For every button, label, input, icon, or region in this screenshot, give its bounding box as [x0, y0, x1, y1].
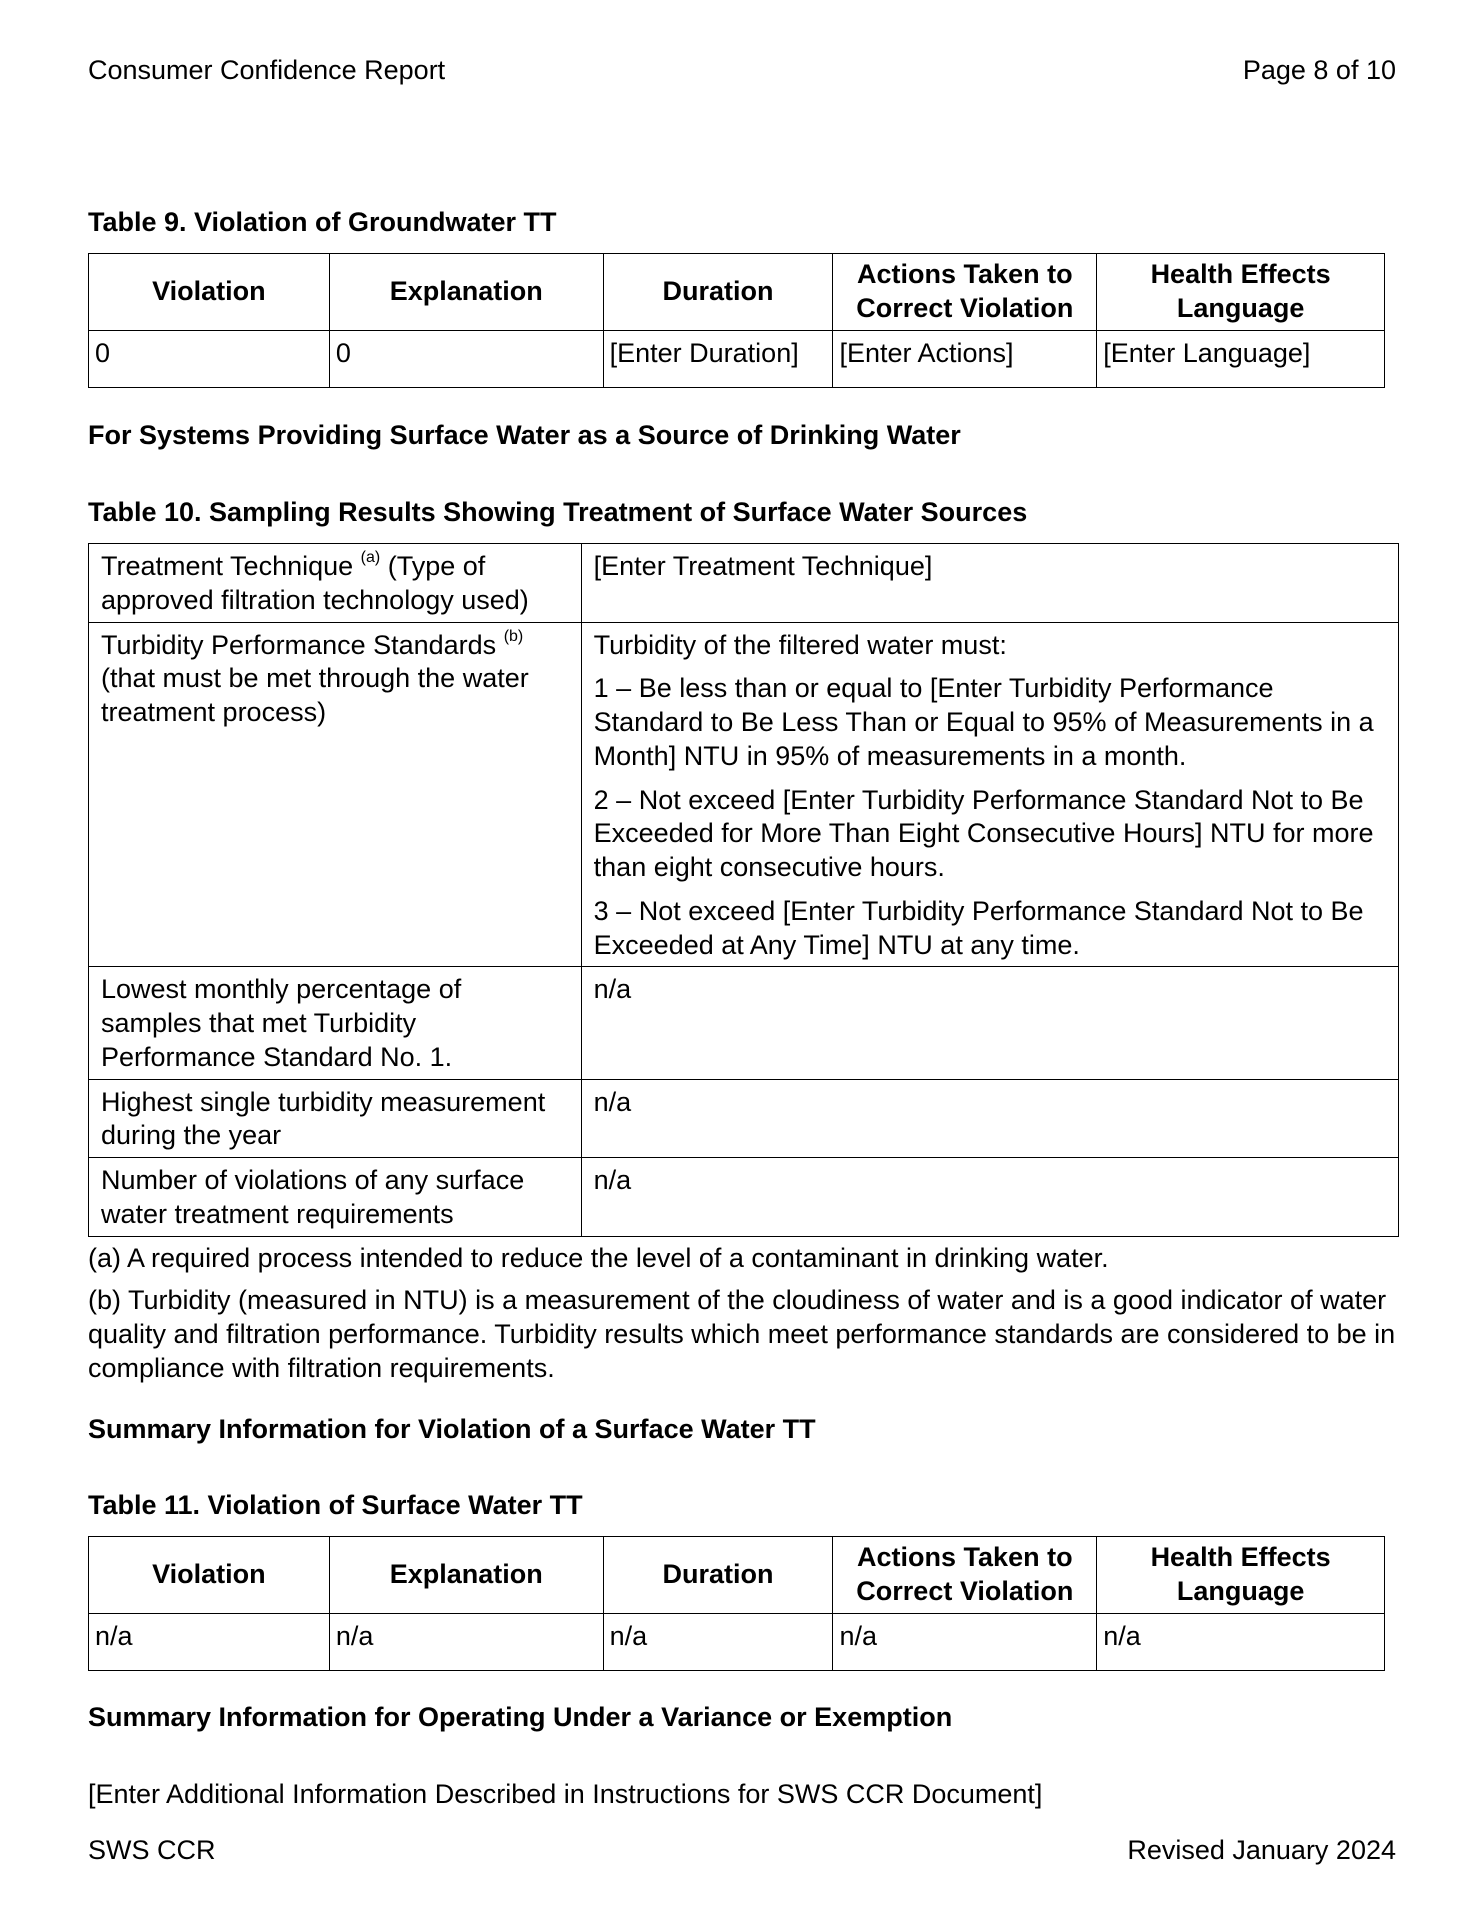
table11-header-violation: Violation	[89, 1537, 330, 1614]
turbidity-standard-3: 3 – Not exceed [Enter Turbidity Performance Standard Not to Be Exceeded at Any Time] NTU at any time.	[593, 895, 1364, 960]
table9-cell-explanation: 0	[329, 331, 603, 388]
table11-cell-duration: n/a	[603, 1614, 833, 1671]
footnote-b: (b) Turbidity (measured in NTU) is a measurement of the cloudiness of water and is a good indicator of water quality and filtration performance. Turbidity results which meet performance standards are considered to be in compliance with filtration requirements.	[88, 1285, 1396, 1383]
table10-value-lowest-monthly: n/a	[581, 967, 1398, 1079]
table11-header-explanation: Explanation	[329, 1537, 603, 1614]
table10-label-highest-turbidity: Highest single turbidity measurement during the year	[89, 1079, 582, 1158]
table11-cell-health-effects: n/a	[1097, 1614, 1385, 1671]
table-row	[89, 622, 1399, 967]
table11-cell-explanation: n/a	[329, 1614, 603, 1671]
surface-tt-summary-heading: Summary Information for Violation of a Surface Water TT	[88, 1414, 816, 1444]
table9-cell-actions: [Enter Actions]	[833, 331, 1097, 388]
table9-header-duration: Duration	[603, 254, 833, 331]
table10-caption: Table 10. Sampling Results Showing Treatment of Surface Water Sources	[88, 497, 1028, 527]
table10-label-violations-count: Number of violations of any surface water treatment requirements	[89, 1158, 582, 1237]
table9-cell-duration: [Enter Duration]	[603, 331, 833, 388]
table10-label-turbidity-standards: Turbidity Performance Standards $^{(b)}$ (that must be met through the water treatment process)	[89, 622, 582, 967]
table-row	[89, 1614, 1385, 1671]
turbidity-standard-1: 1 – Be less than or equal to [Enter Turbidity Performance Standard to Be Less Than or Equal to 95% of Measurements in a Month] NTU in 95% of measurements in a month.	[593, 673, 1374, 771]
table11-header-actions: Actions Taken to Correct Violation	[833, 1537, 1097, 1614]
additional-info-placeholder: [Enter Additional Information Described in Instructions for SWS CCR Document]	[88, 1779, 1043, 1809]
turbidity-intro: Turbidity of the filtered water must:	[593, 629, 1007, 660]
variance-heading: Summary Information for Operating Under a Variance or Exemption	[88, 1702, 953, 1732]
table-row	[89, 544, 1399, 623]
table10-label-treatment-technique: Treatment Technique $^{(a)}$ (Type of approved filtration technology used)	[89, 544, 582, 623]
table10-value-treatment-technique: [Enter Treatment Technique]	[581, 544, 1398, 623]
header-title: Consumer Confidence Report	[88, 55, 446, 85]
table9-header-health-effects: Health Effects Language	[1097, 254, 1385, 331]
footnote-a: (a) A required process intended to reduce the level of a contaminant in drinking water.	[88, 1243, 1109, 1273]
table-row	[89, 331, 1385, 388]
surface-water-heading: For Systems Providing Surface Water as a Source of Drinking Water	[88, 420, 961, 450]
table9-cell-health-effects: [Enter Language]	[1097, 331, 1385, 388]
table9-header-row	[89, 254, 1385, 331]
table9-cell-violation: 0	[89, 331, 330, 388]
table11-header-health-effects: Health Effects Language	[1097, 1537, 1385, 1614]
table9-header-actions: Actions Taken to Correct Violation	[833, 254, 1097, 331]
table9-header-violation: Violation	[89, 254, 330, 331]
table11-cell-actions: n/a	[833, 1614, 1097, 1671]
table9	[88, 253, 1385, 388]
table-row	[89, 1158, 1399, 1237]
footer-left: SWS CCR	[88, 1835, 216, 1865]
table10-value-violations-count: n/a	[581, 1158, 1398, 1237]
table10-value-turbidity-standards	[581, 622, 1398, 967]
table9-caption: Table 9. Violation of Groundwater TT	[88, 207, 557, 237]
footer-right: Revised January 2024	[1127, 1835, 1396, 1865]
table11-header-duration: Duration	[603, 1537, 833, 1614]
table11-caption: Table 11. Violation of Surface Water TT	[88, 1490, 583, 1520]
table9-header-explanation: Explanation	[329, 254, 603, 331]
table10-value-highest-turbidity: n/a	[581, 1079, 1398, 1158]
table11-cell-violation: n/a	[89, 1614, 330, 1671]
table-row	[89, 967, 1399, 1079]
table11	[88, 1536, 1385, 1671]
table-row	[89, 1079, 1399, 1158]
table10	[88, 543, 1399, 1237]
table10-label-lowest-monthly: Lowest monthly percentage of samples that met Turbidity Performance Standard No. 1.	[89, 967, 582, 1079]
table11-header-row	[89, 1537, 1385, 1614]
page-number: Page 8 of 10	[1242, 55, 1396, 85]
turbidity-standard-2: 2 – Not exceed [Enter Turbidity Performance Standard Not to Be Exceeded for More Than Eight Consecutive Hours] NTU for more than eight consecutive hours.	[593, 784, 1374, 882]
